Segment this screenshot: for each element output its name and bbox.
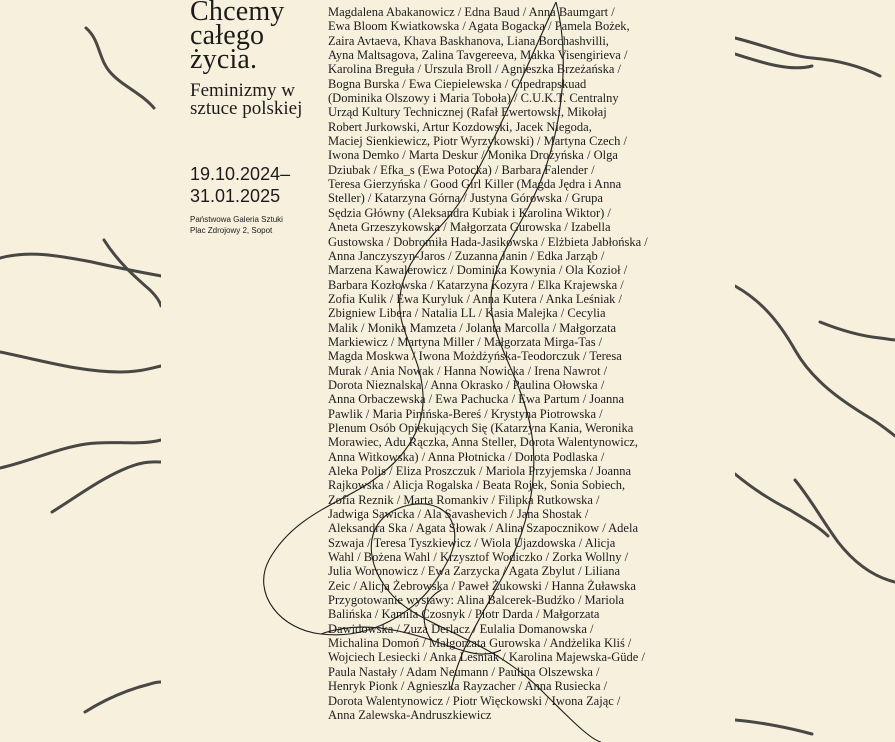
venue-street: Plac Zdrojowy 2, Sopot bbox=[190, 226, 273, 235]
artist-list: Magdalena Abakanowicz / Edna Baud / Anna Baumgart / Ewa Bloom Kwiatkowska / Agata Bogacka / Pamela Bożek, Zaira Avtaeva, Khava Baskhanova, Liana Borchashvilli, Ayna Maltsagova, Zalina Tavgereeva, Makka Visengirieva / Karolina Breguła / Urszula Broll / Agnieszka Brzeżańska / Bogna Burska / Ewa Ciepielewska / Cipedrapskuad (Dominika Olszowy i Maria Toboła) / C.U.K.T. Centralny Urząd Kultury Technicznej (Rafał Ewertowski, Mikołaj Robert Jurkowski, Artur Kozdowski, Jacek Niegoda, Maciej Sienkiewicz, Piotr Wyrzykowski) / Martyna Czech / Iwona Demko / Marta Deskur / Monika Drożyńska / Olga Dziubak / Efka_s (Ewa Potocka) / Barbara Falender / Teresa Gierzyńska / Good Girl Killer (Magda Jędra i Anna Steller) / Katarzyna Górna / Justyna Górowska / Grupa Sędzia Główny (Aleksandra Kubiak i Karolina Wiktor) / Aneta Grzeszykowska / Małgorzata Gurowska / Izabella Gustowska / Dobromiła Hada-Jasikowska / Elżbieta Jabłońska / Anna Janczyszyn-Jaros / Zuzanna Janin / Edka Jarząb / Marzena Kawalerowicz / Dominika Kowynia / Ola Kozioł / Barbara Kozłowska / Katarzyna Kozyra / Elka Krajewska / Zofia Kulik / Ewa Kuryluk / Anna Kutera / Anka Leśniak / Zbigniew Libera / Natalia LL / Kasia Malejka / Cecylia Malik / Monika Mamzeta / Jolanta Marcolla / Małgorzata Markiewicz / Martyna Miller / Małgorzata Mirga-Tas / Magda Moskwa / Iwona Możdżyńska-Teodorczuk / Teresa Murak / Ania Nowak / Hanna Nowicka / Irena Nawrot / Dorota Nieznalska / Anna Okrasko / Paulina Ołowska / Anna Orbaczewska / Ewa Pachucka / Ewa Partum / Joanna Pawlik / Maria Pinińska-Bereś / Krystyna Piotrowska / Plenum Osób Opiekujących Się (Katarzyna Kania, Weronika Morawiec, Adu Rączka, Anna Steller, Dorota Walentynowicz, Anna Witkowska) / Anna Płotnicka / Dorota Podlaska / Aleka Polis / Eliza Proszczuk / Mariola Przyjemska / Joanna Rajkowska / Alicja Rogalska / Beata Rojek, Sonia Sobiech, Zofia Reznik / Marta Romankiv / Filipka Rutkowska / Jadwiga Sawicka / Ala Savashevich / Jana Shostak / Aleksandra Ska / Agata Słowak / Alina Szapocznikow / Adela Szwaja / Teresa Tyszkiewicz / Wiola Ujazdowska / Alicja Wahl / Bożena Wahl / Krzysztof Wodiczko / Zorka Wollny / Julia Woronowicz / Ewa Zarzycka / Agata Zbylut / Liliana Zeic / Alicja Żebrowska / Paweł Żukowski / Hanna Żuławska Przygotowanie wystawy: Alina Balcerek-Budźko / Mariola Balińska / Kamila Czosnyk / Piotr Darda / Małgorzata Dawidowska / Zuza Derlacz / Eulalia Domanowska / Michalina Domoń / Małgorzata Gurowska / Andżelika Kliś / Wojciech Lesiecki / Anka Leśniak / Karolina Majewska-Güde / Paula Nastały / Adam Neumann / Paulina Olszewska / Henryk Pionk / Agnieszka Rayzacher / Anna Rusiecka / Dorota Walentynowicz / Piotr Więckowski / Iwona Zając / Anna Zalewska-Andruszkiewicz bbox=[328, 5, 648, 722]
venue-name: Państwowa Galeria Sztuki bbox=[190, 215, 283, 224]
poster-subtitle: Feminizmy w sztuce polskiej bbox=[190, 80, 303, 119]
venue-address bbox=[190, 214, 310, 236]
exhibition-dates: 19.10.2024– 31.01.2025 bbox=[190, 164, 291, 206]
poster-title: Chcemy całego życia. bbox=[190, 0, 285, 75]
